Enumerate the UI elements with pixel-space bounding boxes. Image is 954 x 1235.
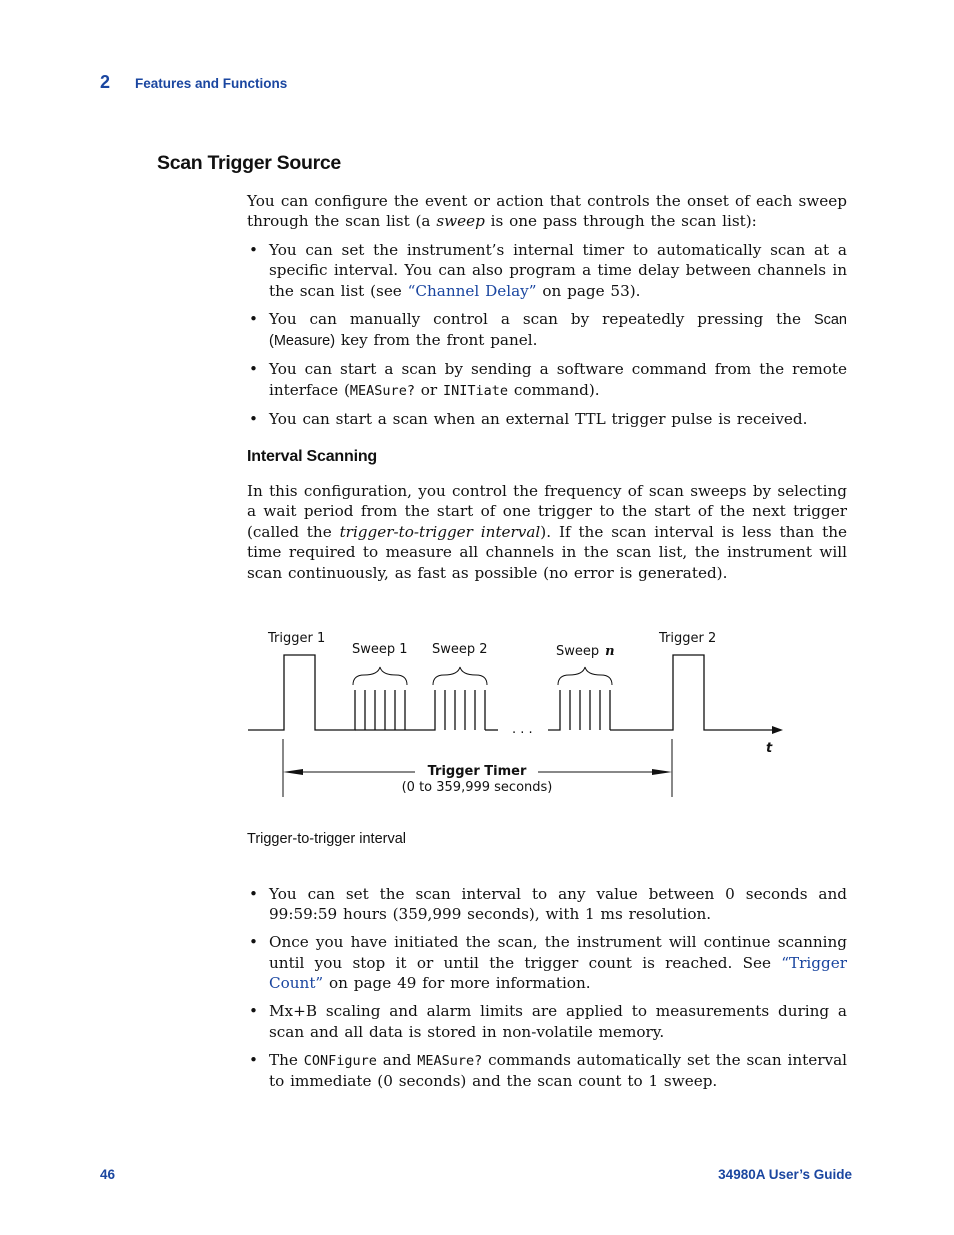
channel-delay-link[interactable]: “Channel Delay” (407, 281, 537, 300)
ellipsis: . . . (512, 722, 533, 737)
list-item: • You can start a scan when an external TTL trigger pulse is received. (247, 409, 847, 429)
configure-command: CONFigure (303, 1052, 377, 1069)
intro-paragraph (247, 191, 847, 232)
trigger-timer-label: Trigger Timer (427, 764, 527, 779)
intro-emphasis: sweep (436, 212, 485, 231)
sweep-2-brace (433, 667, 487, 685)
section-title: Scan Trigger Source (157, 152, 341, 174)
interval-paragraph: In this configuration, you control the frequency of scan sweeps by selecting a wait period from the start of one trigger to the start of the next trigger (called the trigger-to-trigger interval). If the scan interval is less than the time required to measure all channels in the scan list, the instrument will scan continuously, as fast as possible (no error is generated). (247, 482, 847, 582)
sweep-2-label: Sweep 2 (432, 642, 488, 657)
time-axis-arrowhead (772, 726, 783, 734)
measure-command: MEASure? (349, 382, 415, 399)
scan-measure-key: Scan (Measure) (269, 311, 847, 350)
trigger-count-link[interactable]: “Trigger Count” (269, 953, 847, 993)
list-item: • You can manually control a scan by repeatedly pressing the Scan (Measure) key from the front panel. (247, 309, 847, 352)
trigger-timer-range: (0 to 359,999 seconds) (401, 780, 553, 795)
sweep-n-brace (558, 667, 612, 685)
list-item: • Mx+B scaling and alarm limits are applied to measurements during a scan and all data is stored in non-volatile memory. (247, 1001, 847, 1042)
sweep-1-brace (353, 667, 407, 685)
chapter-title: Features and Functions (135, 76, 288, 91)
timer-right-arrowhead (652, 769, 672, 775)
list-item: • You can set the scan interval to any value between 0 seconds and 99:59:59 hours (359,999 seconds), with 1 ms resolution. (247, 884, 847, 925)
list-item: • You can start a scan by sending a software command from the remote interface (MEASure? or INITiate command). (247, 359, 847, 401)
figure-caption: Trigger-to-trigger interval (247, 831, 407, 847)
list-item: • Once you have initiated the scan, the instrument will continue scanning until you stop it or until the trigger count is reached. See “Trigger Count” on page 49 for more information. (247, 932, 847, 993)
list-item: • The CONFigure and MEASure? commands automatically set the scan interval to immediate (0 seconds) and the scan count to 1 sweep. (247, 1050, 847, 1092)
chapter-number: 2 (100, 72, 111, 92)
intro-text-1: You can configure the event or action that controls the onset of each sweep through the scan list (a (247, 192, 847, 231)
initiate-command: INITiate (443, 382, 509, 399)
guide-title: 34980A User’s Guide (718, 1167, 852, 1182)
list-item: • You can set the instrument’s internal timer to automatically scan at a specific interval. You can also program a time delay between channels in the scan list (see “Channel Delay” on page 53). (247, 240, 847, 301)
trigger-1-label: Trigger 1 (268, 631, 326, 646)
time-axis-label: t (766, 741, 773, 756)
timer-left-arrowhead (283, 769, 303, 775)
sweep-1-label: Sweep 1 (352, 642, 408, 657)
page-number: 46 (100, 1167, 116, 1182)
trigger-2-label: Trigger 2 (659, 631, 717, 646)
intro-text-2: is one pass through the scan list): (484, 212, 757, 231)
measure-command: MEASure? (417, 1052, 483, 1069)
signal-waveform (248, 655, 772, 730)
sweep-n-label: Sweep n (556, 644, 615, 659)
trigger-timing-diagram (240, 615, 800, 805)
trigger-source-list (247, 240, 847, 437)
interval-details-list (247, 884, 847, 1099)
interval-emphasis: trigger-to-trigger interval (339, 522, 541, 541)
subsection-title: Interval Scanning (247, 448, 377, 465)
